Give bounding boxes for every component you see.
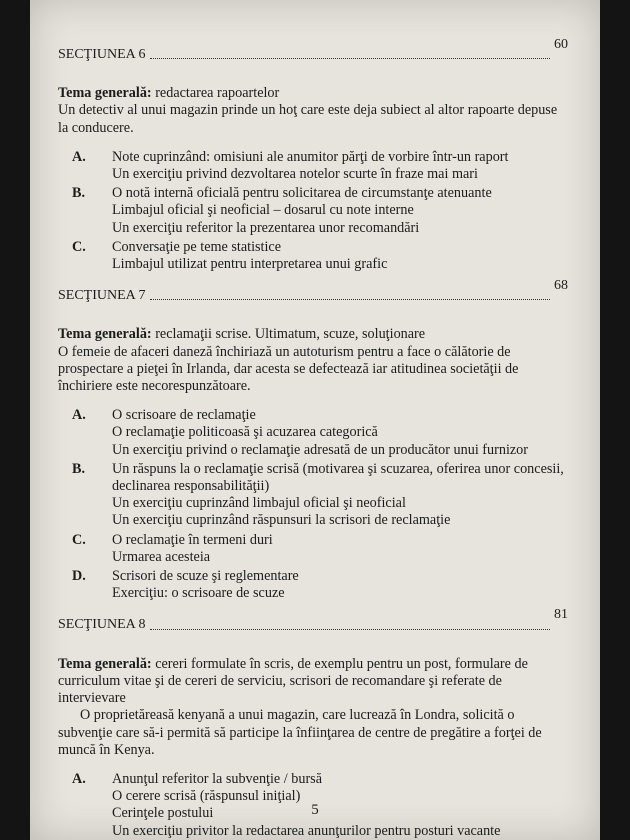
- subsection-letter: A.: [72, 148, 86, 165]
- subsection-letter: C.: [72, 531, 86, 548]
- general-theme: [58, 85, 568, 102]
- general-theme: [58, 326, 568, 343]
- page-number: 5: [311, 802, 319, 818]
- dot-leader: [150, 58, 551, 59]
- section-title: SECŢIUNEA 7: [58, 288, 146, 304]
- subsection-a: [58, 407, 568, 459]
- subsection-letter: B.: [72, 460, 86, 477]
- subsection-c: [58, 532, 568, 566]
- list-item: O cerere scrisă (răspunsul iniţial): [112, 788, 301, 805]
- theme-text: reclamaţii scrise. Ultimatum, scuze, soluţionare: [151, 326, 426, 343]
- subsection-letter: C.: [72, 238, 86, 255]
- section-6: [58, 37, 568, 273]
- list-item: O reclamaţie în termeni duri: [112, 531, 273, 548]
- subsection-b: [58, 185, 568, 237]
- list-item: Un exerciţiu privind dezvoltarea notelor scurte în fraze mai mari: [112, 166, 478, 183]
- section-page-number: 68: [554, 278, 568, 294]
- section-page-number: 60: [554, 37, 568, 52]
- theme-text: redactarea rapoartelor: [151, 85, 280, 102]
- section-description: Un detectiv al unui magazin prinde un hoţ care este deja subiect al altor rapoarte depuse la conducere.: [58, 102, 558, 136]
- list-item: Conversaţie pe teme statistice: [112, 238, 282, 255]
- dot-leader: [150, 299, 551, 300]
- theme-label: Tema generală:: [58, 85, 152, 102]
- book-page: [30, 0, 600, 840]
- list-item: Un exerciţiu privitor la redactarea anunţurilor pentru posturi vacante: [112, 822, 501, 839]
- list-item: O scrisoare de reclamaţie: [112, 407, 256, 424]
- list-item: O notă internă oficială pentru solicitarea de circumstanţe atenuante: [112, 185, 492, 202]
- dot-leader: [150, 629, 551, 630]
- table-of-contents: [58, 38, 568, 840]
- list-item: Urmarea acesteia: [112, 548, 211, 565]
- list-item: Un exerciţiu cuprinzând limbajul oficial şi neoficial: [112, 495, 406, 512]
- list-item: Note cuprinzând: omisiuni ale anumitor părţi de vorbire într-un raport: [112, 148, 509, 165]
- subsection-letter: A.: [72, 770, 86, 787]
- list-item: Exerciţiu: o scrisoare de scuze: [112, 585, 285, 602]
- list-item: Un exerciţiu referitor la prezentarea unor recomandări: [112, 219, 420, 236]
- list-item: Anunţul referitor la subvenţie / bursă: [112, 770, 322, 787]
- list-item: O reclamaţie politicoasă şi acuzarea categorică: [112, 424, 378, 441]
- general-theme: [58, 656, 568, 708]
- section-title: SECŢIUNEA 6: [58, 47, 146, 62]
- theme-text: cereri formulate în scris, de exemplu pentru un post, formulare de curriculum vitae şi de cereri de serviciu, scrisori de recomandare şi referate de intervievare: [58, 655, 528, 707]
- section-7: [58, 278, 568, 602]
- list-item: Un exerciţiu cuprinzând răspunsuri la scrisori de reclamaţie: [112, 512, 451, 529]
- subsection-d: [58, 568, 568, 602]
- list-item: Un răspuns la o reclamaţie scrisă (motivarea şi scuzarea, oferirea unor concesii, declinarea responsabilităţii): [112, 460, 564, 495]
- list-item: Scrisori de scuze şi reglementare: [112, 568, 299, 585]
- section-heading: [58, 607, 568, 633]
- subsection-a: [58, 149, 568, 183]
- subsection-b: [58, 461, 568, 530]
- list-item: Cerinţele postului: [112, 805, 214, 822]
- section-title: SECŢIUNEA 8: [58, 617, 146, 633]
- list-item: Limbajul utilizat pentru interpretarea unui grafic: [112, 256, 388, 273]
- list-item: Limbajul oficial şi neoficial – dosarul cu note interne: [112, 202, 414, 219]
- theme-label: Tema generală:: [58, 326, 152, 343]
- subsection-letter: B.: [72, 185, 86, 202]
- section-description: O proprietăreasă kenyană a unui magazin, care lucrează în Londra, solicită o subvenţie care să-i permită să participe la înfiinţarea de centre de pregătire a forţei de muncă în Kenya.: [58, 707, 542, 758]
- section-heading: [58, 37, 568, 63]
- section-description: O femeie de afaceri daneză închiriază un autoturism pentru a face o călătorie de prospectare a pieţei în Irlanda, dar acesta se defectează iar atitudinea societăţii de închiriere este necorespunzătoare.: [58, 343, 519, 395]
- list-item: Un exerciţiu privind o reclamaţie adresată de un producător unui furnizor: [112, 441, 529, 458]
- subsection-c: [58, 239, 568, 273]
- subsection-letter: D.: [72, 568, 86, 585]
- section-page-number: 81: [554, 607, 568, 623]
- subsection-letter: A.: [72, 407, 86, 424]
- section-heading: [58, 278, 568, 304]
- theme-label: Tema generală:: [58, 655, 152, 672]
